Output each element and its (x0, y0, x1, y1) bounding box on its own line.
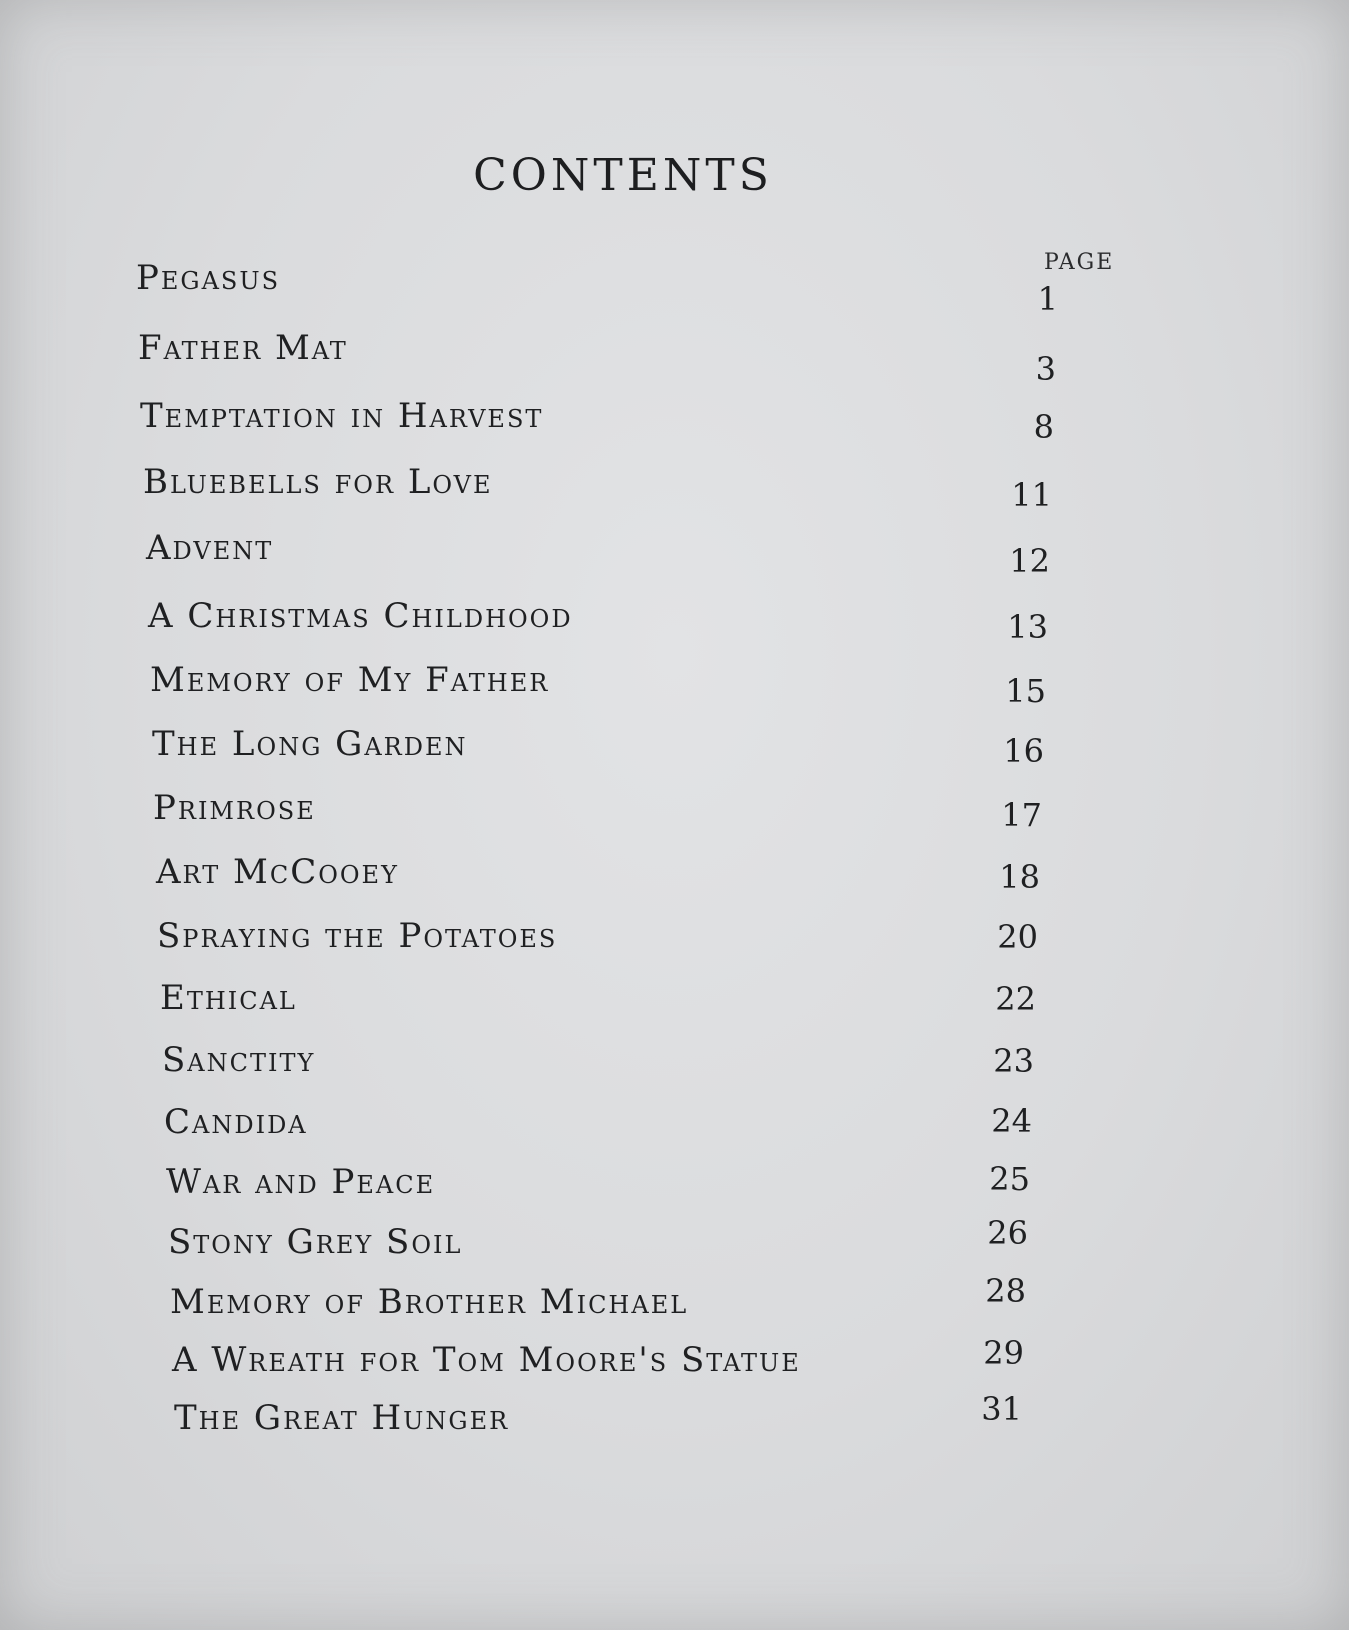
entry-title: A Christmas Childhood (148, 596, 573, 636)
entry-title: Pegasus (136, 258, 281, 298)
entry-title: Primrose (153, 788, 316, 828)
entry-page: 13 (1007, 608, 1048, 646)
entry-page: 25 (989, 1160, 1030, 1198)
entry-title: The Long Garden (152, 724, 468, 764)
entry-page: 31 (981, 1390, 1022, 1428)
entry-page: 26 (987, 1214, 1028, 1252)
entry-page: 28 (985, 1272, 1026, 1310)
entry-page: 23 (993, 1042, 1034, 1080)
entry-title: Bluebells for Love (143, 462, 493, 502)
entry-title: Sanctity (162, 1040, 316, 1080)
entry-page: 20 (997, 918, 1038, 956)
entry-title: Candida (164, 1102, 308, 1142)
entry-page: 22 (995, 980, 1036, 1018)
entry-page: 8 (1033, 408, 1054, 446)
entry-title: Art McCooey (156, 852, 399, 892)
entry-page: 3 (1035, 350, 1056, 388)
entry-title: Spraying the Potatoes (157, 916, 558, 956)
entry-page: 29 (983, 1334, 1024, 1372)
entry-title: War and Peace (166, 1162, 436, 1202)
entry-title: A Wreath for Tom Moore's Statue (172, 1340, 801, 1380)
entry-title: Memory of My Father (150, 660, 550, 700)
entry-title: Advent (146, 528, 274, 568)
entry-title: Father Mat (138, 328, 348, 368)
entry-title: Temptation in Harvest (140, 396, 544, 436)
entry-title: Ethical (160, 978, 297, 1018)
entry-page: 11 (1011, 476, 1052, 514)
entry-page: 1 (1037, 280, 1058, 318)
entry-title: Memory of Brother Michael (170, 1282, 689, 1322)
page-title: CONTENTS (473, 150, 773, 201)
entry-page: 15 (1005, 672, 1046, 710)
entry-page: 16 (1003, 732, 1044, 770)
entry-title: The Great Hunger (174, 1398, 510, 1438)
entry-page: 18 (999, 858, 1040, 896)
page-column-label: PAGE (1044, 250, 1115, 275)
entry-page: 17 (1001, 796, 1042, 834)
entry-page: 12 (1009, 542, 1050, 580)
entry-page: 24 (991, 1102, 1032, 1140)
entry-title: Stony Grey Soil (168, 1222, 463, 1262)
